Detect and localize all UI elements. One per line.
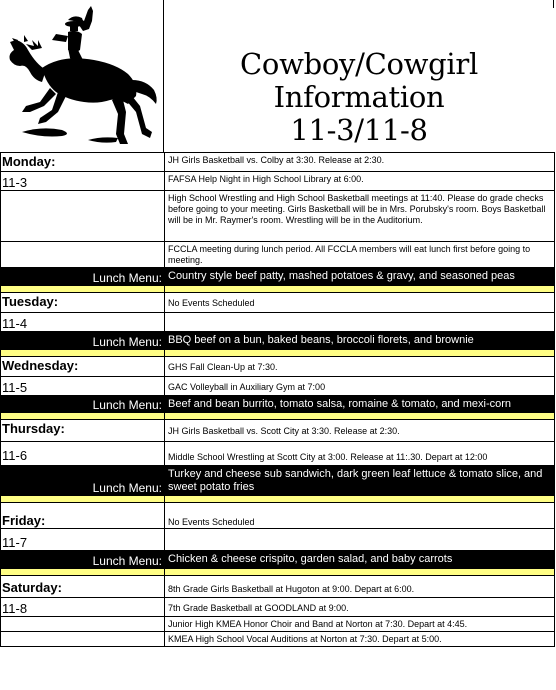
table-row — [1, 357, 555, 377]
spacer-row — [1, 496, 555, 503]
day-label: Saturday: — [1, 576, 165, 598]
event-cell: GHS Fall Clean-Up at 7:30. — [165, 357, 555, 377]
lunch-menu: Turkey and cheese sub sandwich, dark green leaf lettuce & tomato slice, and sweet potato fries — [165, 466, 555, 496]
header — [0, 0, 556, 152]
day-label: Tuesday: — [1, 293, 165, 313]
spacer-row — [1, 569, 555, 576]
table-row — [1, 377, 555, 396]
event-cell: No Events Scheduled — [165, 293, 555, 313]
event-cell: 7th Grade Basketball at GOODLAND at 9:00. — [165, 598, 555, 617]
day-label: Monday: — [1, 153, 165, 172]
title-line-2: Information — [273, 80, 445, 114]
date-label: 11-5 — [1, 377, 165, 396]
day-label: Wednesday: — [1, 357, 165, 377]
table-row — [1, 420, 555, 442]
date-label: 11-7 — [1, 529, 165, 551]
lunch-row — [1, 332, 555, 350]
schedule-table — [0, 152, 555, 647]
table-row — [1, 313, 555, 332]
lunch-row — [1, 396, 555, 413]
day-label: Friday: — [1, 503, 165, 529]
event-cell: JH Girls Basketball vs. Scott City at 3:30. Release at 2:30. — [165, 420, 555, 442]
table-row — [1, 172, 555, 191]
table-row — [1, 576, 555, 598]
table-row — [1, 153, 555, 172]
date-label: 11-4 — [1, 313, 165, 332]
lunch-label: Lunch Menu: — [1, 396, 165, 413]
date-label: 11-6 — [1, 442, 165, 466]
event-cell: Middle School Wrestling at Scott City at 3:00. Release at 11:.30. Depart at 12:00 — [165, 442, 555, 466]
event-cell: JH Girls Basketball vs. Colby at 3:30. Release at 2:30. — [165, 153, 555, 172]
event-cell: No Events Scheduled — [165, 503, 555, 529]
bucking-bronco-logo — [2, 4, 162, 148]
event-cell: High School Wrestling and High School Basketball meetings at 11:40. Please do grade checks before going to your meeting. Girls Basketball will be in Mrs. Porubsky's room. Boys Basketball will be in Mr. Raymer's room. Wrestling will be in the Auditorium. — [165, 191, 555, 242]
spacer-row — [1, 413, 555, 420]
lunch-label: Lunch Menu: — [1, 466, 165, 496]
lunch-label: Lunch Menu: — [1, 551, 165, 569]
lunch-row — [1, 466, 555, 496]
spacer-row — [1, 286, 555, 293]
lunch-menu: Chicken & cheese crispito, garden salad, and baby carrots — [165, 551, 555, 569]
table-row — [1, 598, 555, 617]
lunch-label: Lunch Menu: — [1, 332, 165, 350]
event-cell: 8th Grade Girls Basketball at Hugoton at 9:00. Depart at 6:00. — [165, 576, 555, 598]
date-label: 11-8 — [1, 598, 165, 617]
lunch-menu: Country style beef patty, mashed potatoes & gravy, and seasoned peas — [165, 268, 555, 286]
title-line-3: 11-3/11-8 — [290, 113, 428, 147]
event-cell: Junior High KMEA Honor Choir and Band at Norton at 7:30. Depart at 4:45. — [165, 617, 555, 632]
event-cell: GAC Volleyball in Auxiliary Gym at 7:00 — [165, 377, 555, 396]
date-label: 11-3 — [1, 172, 165, 191]
table-row — [1, 503, 555, 529]
event-cell: KMEA High School Vocal Auditions at Norton at 7:30. Depart at 5:00. — [165, 632, 555, 647]
spacer-row — [1, 350, 555, 357]
table-row — [1, 293, 555, 313]
table-row — [1, 529, 555, 551]
title-line-1: Cowboy/Cowgirl — [240, 47, 478, 81]
lunch-row — [1, 268, 555, 286]
table-row — [1, 242, 555, 268]
lunch-label: Lunch Menu: — [1, 268, 165, 286]
table-row — [1, 191, 555, 242]
event-cell: FAFSA Help Night in High School Library at 6:00. — [165, 172, 555, 191]
table-row — [1, 632, 555, 647]
day-label: Thursday: — [1, 420, 165, 442]
lunch-menu: Beef and bean burrito, tomato salsa, romaine & tomato, and mexi-corn — [165, 396, 555, 413]
event-cell: FCCLA meeting during lunch period. All FCCLA members will eat lunch first before going to meeting. — [165, 242, 555, 268]
lunch-row — [1, 551, 555, 569]
lunch-menu: BBQ beef on a bun, baked beans, broccoli florets, and brownie — [165, 332, 555, 350]
table-row — [1, 442, 555, 466]
page-title — [166, 48, 552, 147]
table-row — [1, 617, 555, 632]
